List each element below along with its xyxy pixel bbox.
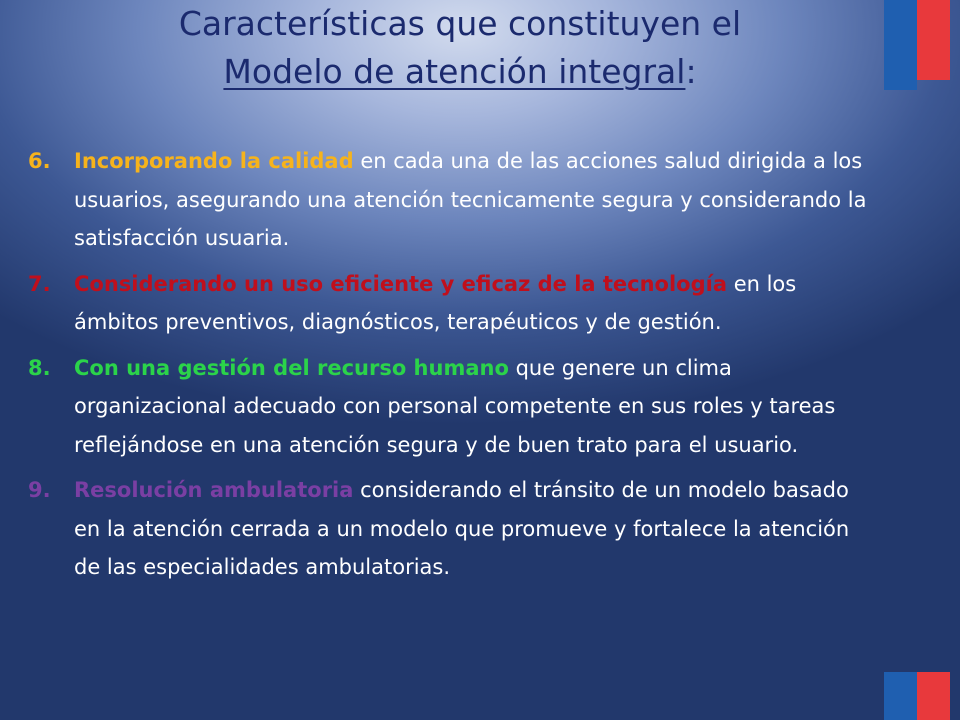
item-highlight: Resolución ambulatoria — [74, 478, 354, 502]
title-colon: : — [685, 52, 697, 91]
item-text: en los ámbitos preventivos, diagnósticos, terapéuticos y de gestión. — [74, 271, 797, 334]
slide-title — [60, 0, 860, 96]
item-number: 7. — [28, 271, 51, 296]
list-item — [28, 265, 878, 342]
characteristics-list — [28, 142, 878, 594]
flag-blue-stripe — [884, 0, 917, 90]
item-number: 9. — [28, 478, 51, 502]
item-highlight: Incorporando la calidad — [74, 149, 354, 173]
item-number: 8. — [28, 355, 51, 380]
list-item — [28, 142, 878, 258]
list-item — [28, 349, 878, 465]
item-highlight: Considerando un uso eficiente y eficaz de la tecnología — [74, 271, 728, 296]
title-underlined-text: Modelo de atención integral — [223, 52, 686, 91]
item-number: 6. — [28, 149, 51, 173]
item-highlight: Con una gestión del recurso humano — [74, 355, 509, 380]
flag-decoration-top — [884, 0, 950, 90]
item-text: considerando el tránsito de un modelo basado en la atención cerrada a un modelo que promueve y fortalece la atención de las especialidades ambulatorias. — [74, 478, 850, 579]
title-line-1: Características que constituyen el — [178, 4, 742, 43]
flag-decoration-bottom — [884, 672, 950, 720]
flag-blue-stripe — [884, 672, 917, 720]
flag-red-stripe — [917, 0, 950, 80]
item-text: que genere un clima organizacional adecuado con personal competente en sus roles y tareas reflejándose en una atención segura y de buen trato para el usuario. — [74, 355, 836, 457]
title-line-2 — [60, 48, 860, 96]
list-item — [28, 471, 878, 587]
flag-red-stripe — [917, 672, 950, 720]
item-text: en cada una de las acciones salud dirigida a los usuarios, asegurando una atención tecnicamente segura y considerando la satisfacción usuaria. — [74, 149, 867, 250]
